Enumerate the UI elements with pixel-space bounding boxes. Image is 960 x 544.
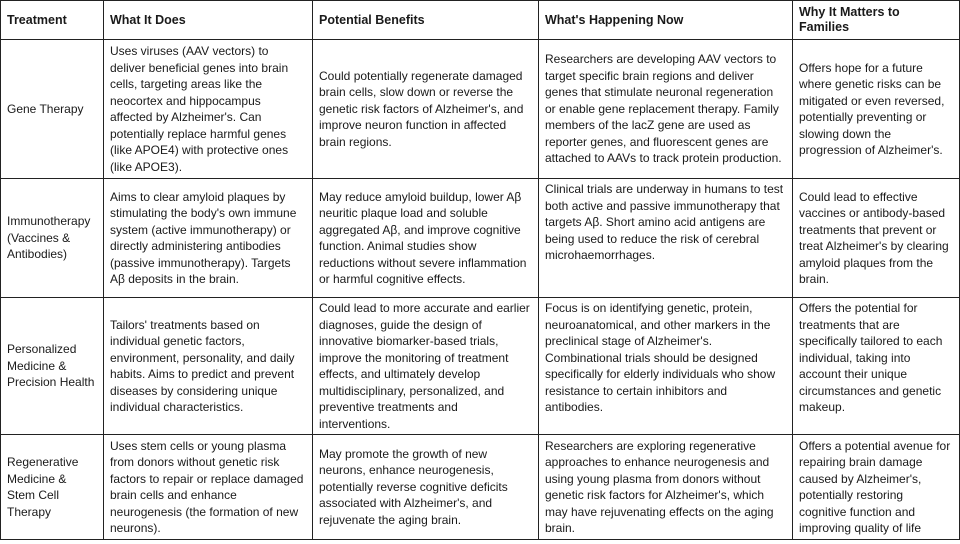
header-why-it-matters: Why It Matters to Families: [793, 1, 960, 40]
cell-what-it-does: Uses viruses (AAV vectors) to deliver beneficial genes into brain cells, targeting areas like the neocortex and hippocampus affected by Alzheimer's. Can potentially replace harmful genes (like APOE4) with protective ones (like APOE3).: [104, 40, 313, 179]
cell-potential-benefits: May promote the growth of new neurons, enhance neurogenesis, potentially reverse cognitive deficits associated with Alzheimer's, and rejuvenate the aging brain.: [313, 435, 539, 540]
cell-why-it-matters: Offers hope for a future where genetic risks can be mitigated or even reversed, potentially preventing or slowing down the progression of Alzheimer's.: [793, 40, 960, 179]
cell-treatment: Gene Therapy: [1, 40, 104, 179]
cell-treatment: Personalized Medicine & Precision Health: [1, 298, 104, 435]
cell-whats-happening-now: Researchers are developing AAV vectors to target specific brain regions and deliver genes that stimulate neuronal regeneration or enable gene replacement therapy. Family members of the lacZ gene are used as reporter genes, and fluorescent genes are attached to AAVs to track protein production.: [539, 40, 793, 179]
header-whats-happening-now: What's Happening Now: [539, 1, 793, 40]
cell-what-it-does: Uses stem cells or young plasma from donors without genetic risk factors to repair or replace damaged brain cells and enhance neurogenesis (the formation of new neurons).: [104, 435, 313, 540]
cell-potential-benefits: May reduce amyloid buildup, lower Aβ neuritic plaque load and soluble aggregated Aβ, and improve cognitive function. Animal studies show reductions without severe inflammation or harmful cognitive effects.: [313, 179, 539, 298]
cell-treatment: Immunotherapy (Vaccines & Antibodies): [1, 179, 104, 298]
header-treatment: Treatment: [1, 1, 104, 40]
cell-why-it-matters: Could lead to effective vaccines or antibody-based treatments that prevent or treat Alzheimer's by clearing amyloid plaques from the brain.: [793, 179, 960, 298]
table-row-regenerative-medicine: [1, 435, 960, 540]
cell-what-it-does: Tailors' treatments based on individual genetic factors, environment, personality, and daily habits. Aims to predict and prevent diseases by considering unique individual characteristics.: [104, 298, 313, 435]
cell-treatment: Regenerative Medicine & Stem Cell Therapy: [1, 435, 104, 540]
cell-whats-happening-now: Focus is on identifying genetic, protein, neuroanatomical, and other markers in the preclinical stage of Alzheimer's. Combinational trials should be designed specifically for elderly individuals who show resistance to certain inhibitors and antibodies.: [539, 298, 793, 435]
table-row-personalized-medicine: [1, 298, 960, 435]
header-row: [1, 1, 960, 40]
cell-what-it-does: Aims to clear amyloid plaques by stimulating the body's own immune system (active immunotherapy) or directly administering antibodies (passive immunotherapy). Targets Aβ deposits in the brain.: [104, 179, 313, 298]
table-row-immunotherapy: [1, 179, 960, 298]
cell-potential-benefits: Could lead to more accurate and earlier diagnoses, guide the design of innovative biomarker-based trials, improve the monitoring of treatment effects, and ultimately develop multidisciplinary, personalized, and preventive treatments and interventions.: [313, 298, 539, 435]
cell-why-it-matters: Offers a potential avenue for repairing brain damage caused by Alzheimer's, potentially restoring cognitive function and improving quality of life: [793, 435, 960, 540]
header-potential-benefits: Potential Benefits: [313, 1, 539, 40]
header-what-it-does: What It Does: [104, 1, 313, 40]
cell-potential-benefits: Could potentially regenerate damaged brain cells, slow down or reverse the genetic risk factors of Alzheimer's, and improve neuron function in affected brain regions.: [313, 40, 539, 179]
cell-whats-happening-now: Clinical trials are underway in humans to test both active and passive immunotherapy that targets Aβ. Short amino acid antigens are being used to reduce the risk of cerebral microhaemorrhages.: [539, 179, 793, 298]
cell-whats-happening-now: Researchers are exploring regenerative approaches to enhance neurogenesis and using young plasma from donors without genetic risk factors for Alzheimer's, which may have rejuvenating effects on the aging brain.: [539, 435, 793, 540]
cell-why-it-matters: Offers the potential for treatments that are specifically tailored to each individual, taking into account their unique circumstances and genetic makeup.: [793, 298, 960, 435]
table-row-gene-therapy: [1, 40, 960, 179]
